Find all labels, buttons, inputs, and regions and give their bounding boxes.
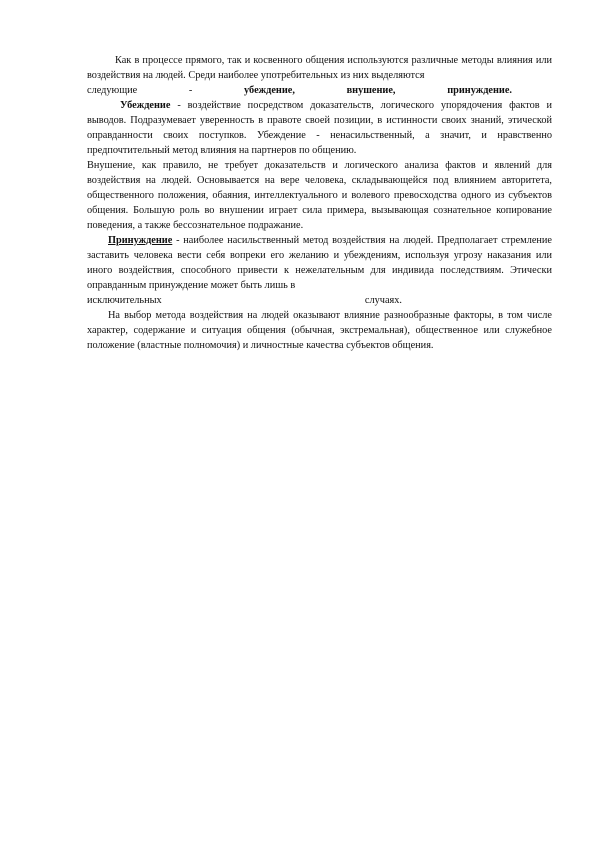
paragraph-persuasion [87, 98, 552, 158]
paragraph-coercion [87, 233, 552, 293]
paragraph-intro [87, 53, 552, 83]
suggestion-text: Внушение, как правило, не требует доказательств и логического анализа фактов и явлений для воздействия на людей. Основывается на вере человека, складывающейся под влиянием авторитета, общественного положения, обаяния, интеллектуального и волевого превосходства одного из субъектов общения. Большую роль во внушении играет сила примера, вызывающая сознательное копирование поведения, а также бессознательное подражание. [87, 160, 552, 231]
document-page [87, 53, 552, 353]
paragraph-factors [87, 308, 552, 353]
persuasion-term: Убеждение [120, 100, 171, 111]
factors-text: На выбор метода воздействия на людей оказывают влияние разнообразные факторы, в том числе характер, содержание и ситуация общения (обычная, экстремальная), общественное или служебное положение (властные полномочия) и личностные качества субъектов общения. [87, 310, 552, 351]
methods-dash: - [188, 85, 193, 96]
method-persuasion: убеждение, [244, 85, 295, 96]
method-coercion: принуждение. [447, 85, 512, 96]
intro-text: Как в процессе прямого, так и косвенного общения используются различные методы влияния или воздействия на людей. Среди наиболее употребительных из них выделяются [87, 55, 552, 81]
methods-list-line [87, 83, 552, 98]
coercion-end-b: случаях. [364, 295, 402, 306]
coercion-text: - наиболее насильственный метод воздействия на людей. Предполагает стремление заставить человека вести себя вопреки его желанию и убеждениям, используя угрозу наказания или иного воздействия, способного привести к нежелательным для индивида последствиям. Этически оправданным принуждение может быть лишь в [87, 235, 552, 291]
coercion-end-a: исключительных [87, 295, 162, 306]
coercion-term: Принуждение [108, 235, 173, 246]
persuasion-text: - воздействие посредством доказательств, логического упорядочения фактов и выводов. Подразумевает уверенность в правоте своей позиции, в истинности своих знаний, этической оправданности своих поступков. Убеждение - ненасильственный, а значит, и нравственно предпочтительный метод влияния на партнеров по общению. [87, 100, 552, 156]
coercion-last-line [87, 293, 552, 308]
paragraph-suggestion [87, 158, 552, 233]
methods-intro: следующие [87, 85, 138, 96]
method-suggestion: внушение, [346, 85, 396, 96]
